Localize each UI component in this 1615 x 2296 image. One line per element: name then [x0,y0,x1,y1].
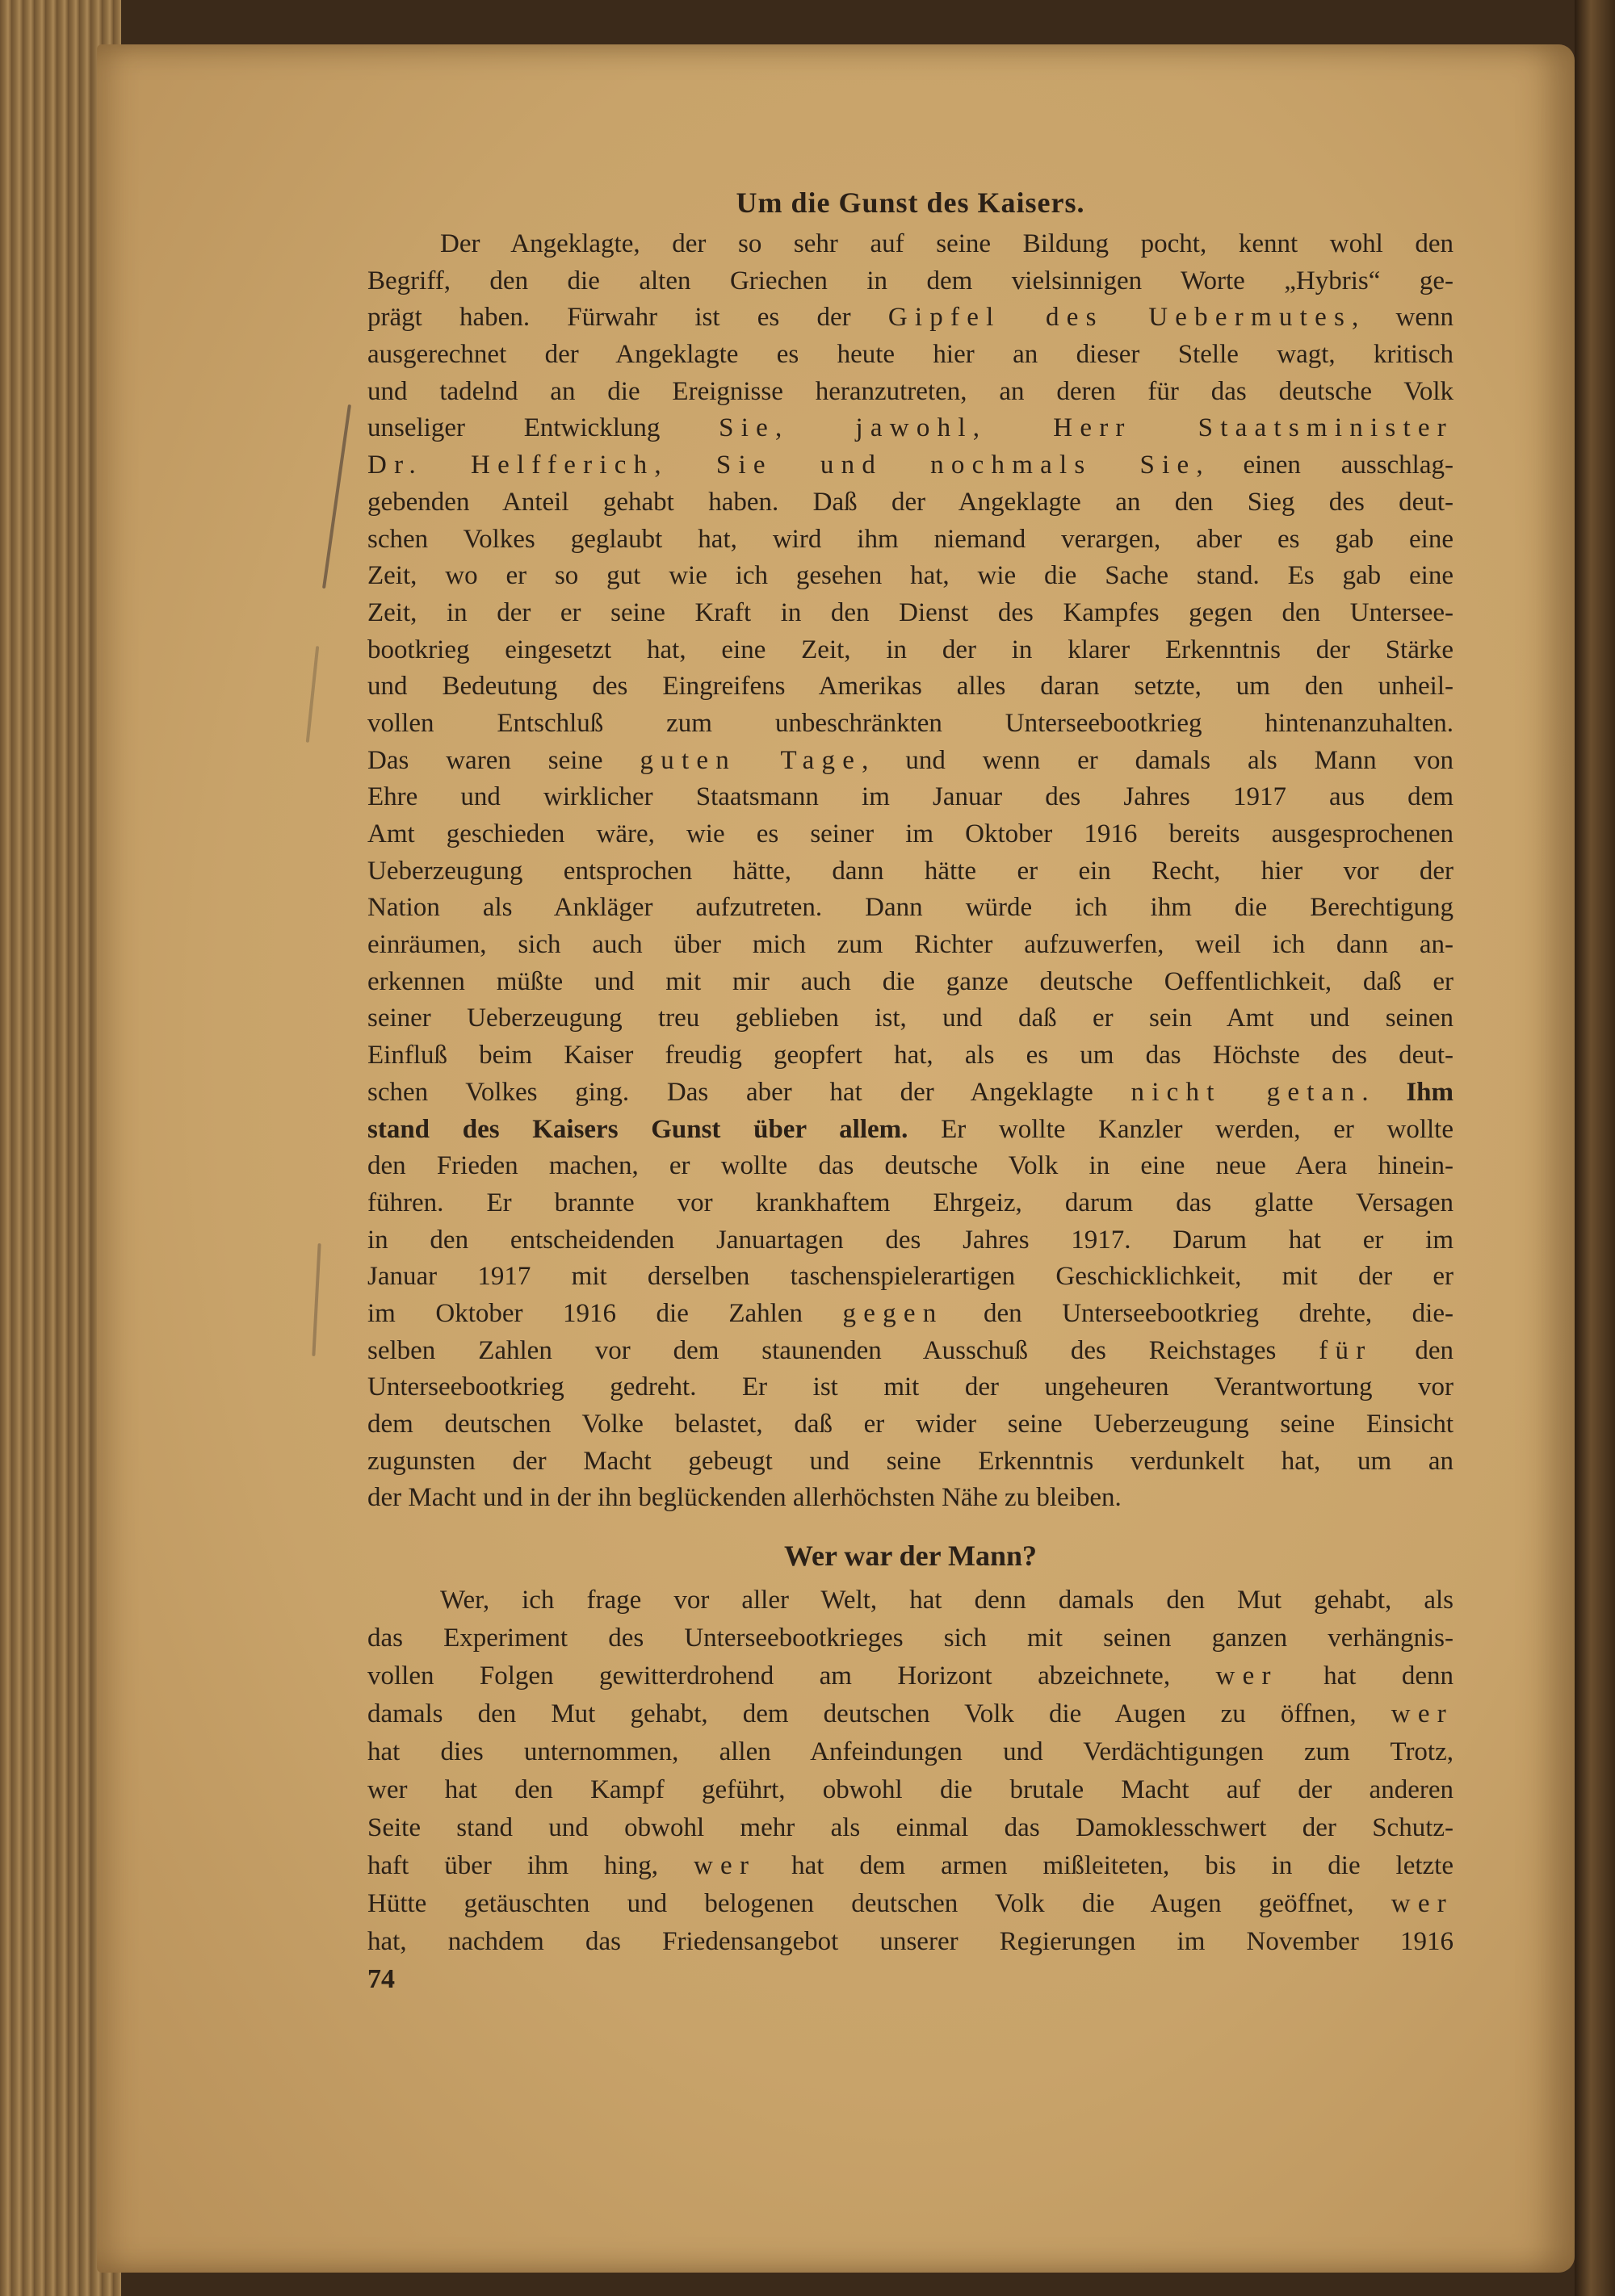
text-segment: den Frieden machen, er wollte das deutsche Volk in eine neue Aera hinein- [367,1151,1454,1181]
text-line [367,1733,1454,1771]
bold-text: Ihm [1406,1077,1454,1107]
text-line [367,1809,1454,1847]
text-line [367,1771,1454,1809]
text-segment: der Macht und in der ihn beglückenden allerhöchsten Nähe zu bleiben. [367,1483,1122,1513]
text-segment: einräumen, sich auch über mich zum Richter aufzuwerfen, weil ich dann an- [367,930,1454,960]
section-title: Um die Gunst des Kaisers. [736,186,1085,219]
text-segment: Nation als Ankläger aufzutreten. Dann würde ich ihm die Berechtigung [367,893,1454,923]
emphasized-text: wer [1215,1661,1278,1691]
text-line [367,1443,1454,1481]
text-line [367,410,1454,447]
text-line [367,668,1454,706]
text-line [367,1695,1454,1733]
text-line [367,1885,1454,1923]
text-line [367,743,1454,780]
text-line [367,226,1454,263]
text-segment: Wer, ich frage vor aller Welt, hat denn damals den Mut gehabt, als [440,1586,1454,1615]
text-line [367,890,1454,927]
text-line [367,927,1454,964]
text-segment: , einen ausschlag- [1196,450,1454,480]
text-segment: schen Volkes ging. Das aber hat der Angeklagte [367,1077,1131,1107]
emphasized-text: Sie, jawohl, Herr Staatsminister [719,413,1454,443]
text-line [367,1259,1454,1296]
text-line [367,447,1454,484]
text-segment: Zeit, wo er so gut wie ich gesehen hat, wie die Sache stand. Es gab eine [367,561,1454,591]
text-segment: das Experiment des Unterseebootkrieges sich mit seinen ganzen verhängnis- [367,1624,1454,1653]
text-segment: Amt geschieden wäre, wie es seiner im Oktober 1916 bereits ausgesprochenen [367,819,1454,848]
text-line [367,1296,1454,1333]
text-segment: Januar 1917 mit derselben taschenspielerartigen Geschicklichkeit, mit der er [367,1262,1454,1292]
text-segment: wer hat den Kampf geführt, obwohl die brutale Macht auf der anderen [367,1775,1454,1805]
text-line [367,1112,1454,1149]
text-segment: Ueberzeugung entsprochen hätte, dann hätte er ein Recht, hier vor der [367,856,1454,886]
text-segment: und Bedeutung des Eingreifens Amerikas alles daran setzte, um den unheil- [367,672,1454,702]
text-line [367,484,1454,522]
text-segment: Das waren seine [367,745,640,775]
section-title: Wer war der Mann? [784,1540,1037,1573]
text-segment: seiner Ueberzeugung treu geblieben ist, und daß er sein Amt und seinen [367,1003,1454,1033]
emphasized-text: guten Tage [640,745,862,775]
text-line [367,522,1454,559]
text-segment: Hütte getäuschten und belogenen deutschen Volk die Augen geöffnet, [367,1889,1391,1919]
text-line [367,1923,1454,1961]
section-body [367,1582,1454,1961]
text-segment: bootkrieg eingesetzt hat, eine Zeit, in der in klarer Erkenntnis der Stärke [367,635,1454,664]
text-line [367,1148,1454,1185]
text-line [367,558,1454,595]
text-segment: führen. Er brannte vor krankhaftem Ehrgeiz, darum das glatte Versagen [367,1188,1454,1217]
text-segment: , wenn [1352,303,1454,333]
text-line [367,1075,1454,1112]
text-line [367,964,1454,1001]
text-line [367,300,1454,337]
text-line [367,816,1454,853]
text-segment: schen Volkes geglaubt hat, wird ihm niemand verargen, aber es gab eine [367,524,1454,554]
text-line [367,1406,1454,1443]
text-segment: unseliger Entwicklung [367,413,719,443]
text-segment: Seite stand und obwohl mehr als einmal das Damoklesschwert der Schutz- [367,1813,1454,1843]
emphasized-text: nicht getan [1130,1077,1362,1107]
text-segment: in den entscheidenden Januartagen des Jahres 1917. Darum hat er im [367,1225,1454,1255]
text-segment: . [1361,1077,1407,1107]
text-segment: im Oktober 1916 die Zahlen [367,1298,843,1328]
text-segment: Begriff, den die alten Griechen in dem vielsinnigen Worte „Hybris“ ge- [367,266,1454,295]
text-segment: damals den Mut gehabt, dem deutschen Volk die Augen zu öffnen, [367,1699,1391,1729]
text-line [367,263,1454,300]
text-line [367,1222,1454,1259]
text-segment: prägt haben. Fürwahr ist es der [367,303,888,333]
emphasized-text: für [1319,1335,1373,1365]
text-line [367,595,1454,632]
text-segment: dem deutschen Volke belastet, daß er wider seine Ueberzeugung seine Einsicht [367,1410,1454,1439]
text-line [367,1185,1454,1222]
emphasized-text: wer [1391,1699,1454,1729]
book-binding-edge [1575,0,1615,2296]
text-segment: hat, nachdem das Friedensangebot unserer Regierungen im November 1916 [367,1927,1454,1957]
text-line [367,1000,1454,1037]
text-line [367,374,1454,411]
text-segment: Er wollte Kanzler werden, er wollte [908,1114,1454,1144]
text-segment: den Unterseebootkrieg drehte, die- [943,1298,1454,1328]
text-line [367,1847,1454,1885]
text-segment: den [1372,1335,1454,1365]
text-segment: hat dies unternommen, allen Anfeindungen und Verdächtigungen zum Trotz, [367,1737,1454,1767]
text-segment: und tadelnd an die Ereignisse heranzutreten, an deren für das deutsche Volk [367,376,1454,406]
text-segment: Ehre und wirklicher Staatsmann im Januar des Jahres 1917 aus dem [367,782,1454,812]
text-segment: haft über ihm hing, [367,1851,694,1881]
text-line [367,1657,1454,1695]
text-line [367,337,1454,374]
bold-text: stand des Kaisers Gunst über allem. [367,1114,908,1144]
emphasized-text: Dr. Helfferich, Sie und nochmals Sie [367,450,1197,480]
text-line [367,1619,1454,1657]
text-segment: gebenden Anteil gehabt haben. Daß der Angeklagte an den Sieg des deut- [367,487,1454,517]
text-segment: hat denn [1277,1661,1454,1691]
text-segment: erkennen müßte und mit mir auch die ganze deutsche Oeffentlichkeit, daß er [367,966,1454,996]
text-line [367,632,1454,669]
section-body [367,226,1454,1517]
text-segment: hat dem armen mißleiteten, bis in die letzte [756,1851,1454,1881]
emphasized-text: Gipfel des Uebermutes [887,303,1353,333]
emphasized-text: gegen [842,1298,944,1328]
text-segment: Zeit, in der er seine Kraft in den Dienst des Kampfes gegen den Untersee- [367,597,1454,627]
text-line [367,1480,1454,1517]
text-segment: zugunsten der Macht gebeugt und seine Erkenntnis verdunkelt hat, um an [367,1446,1454,1476]
text-line [367,706,1454,743]
text-segment: selben Zahlen vor dem staunenden Ausschuß des Reichstages [367,1335,1319,1365]
text-line [367,779,1454,816]
text-line [367,1333,1454,1370]
text-segment: Einfluß beim Kaiser freudig geopfert hat, als es um das Höchste des deut- [367,1041,1454,1070]
text-segment: , und wenn er damals als Mann von [862,745,1454,775]
text-line [367,1037,1454,1075]
page-text [367,179,1454,1995]
text-line [367,853,1454,890]
emphasized-text: wer [693,1851,757,1881]
text-segment: vollen Folgen gewitterdrohend am Horizont abzeichnete, [367,1661,1216,1691]
text-line [367,1582,1454,1619]
text-line [367,1369,1454,1406]
emphasized-text: wer [1391,1889,1454,1919]
text-segment: vollen Entschluß zum unbeschränkten Unterseebootkrieg hintenanzuhalten. [367,708,1454,738]
text-segment: ausgerechnet der Angeklagte es heute hier an dieser Stelle wagt, kritisch [367,340,1454,370]
page-number: 74 [367,1964,395,1995]
text-segment: Der Angeklagte, der so sehr auf seine Bildung pocht, kennt wohl den [440,229,1454,258]
text-segment: Unterseebootkrieg gedreht. Er ist mit der ungeheuren Verantwortung vor [367,1372,1454,1402]
